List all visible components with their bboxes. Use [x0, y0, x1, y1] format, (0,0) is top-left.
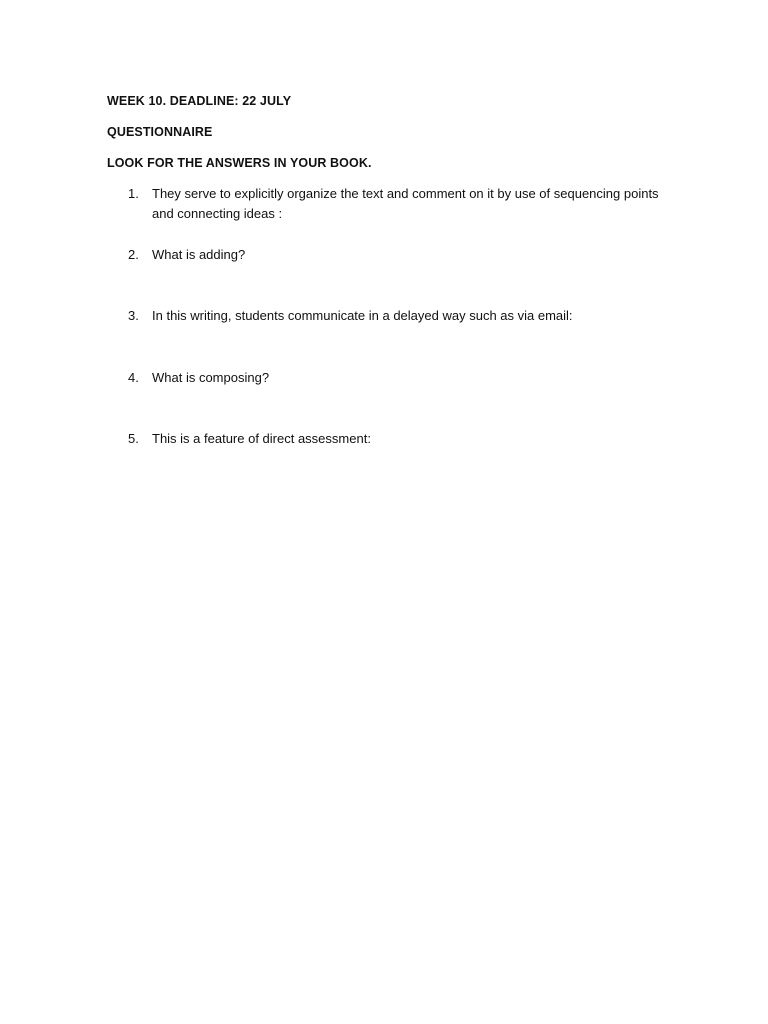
question-number: 1.	[128, 186, 139, 201]
question-text: What is adding?	[152, 247, 246, 262]
question-text: They serve to explicitly organize the text and comment on it by use of sequencing points and connecting ideas :	[152, 186, 659, 221]
question-text: What is composing?	[152, 370, 270, 385]
question-number: 3.	[128, 308, 139, 323]
week-deadline-heading: WEEK 10. DEADLINE: 22 JULY	[107, 94, 292, 108]
question-number: 5.	[128, 431, 139, 446]
instruction-text: LOOK FOR THE ANSWERS IN YOUR BOOK.	[107, 156, 372, 170]
question-number: 4.	[128, 370, 139, 385]
question-number: 2.	[128, 247, 139, 262]
question-text: This is a feature of direct assessment:	[152, 431, 371, 446]
question-text: In this writing, students communicate in a delayed way such as via email:	[152, 308, 573, 323]
questionnaire-title: QUESTIONNAIRE	[107, 125, 213, 139]
